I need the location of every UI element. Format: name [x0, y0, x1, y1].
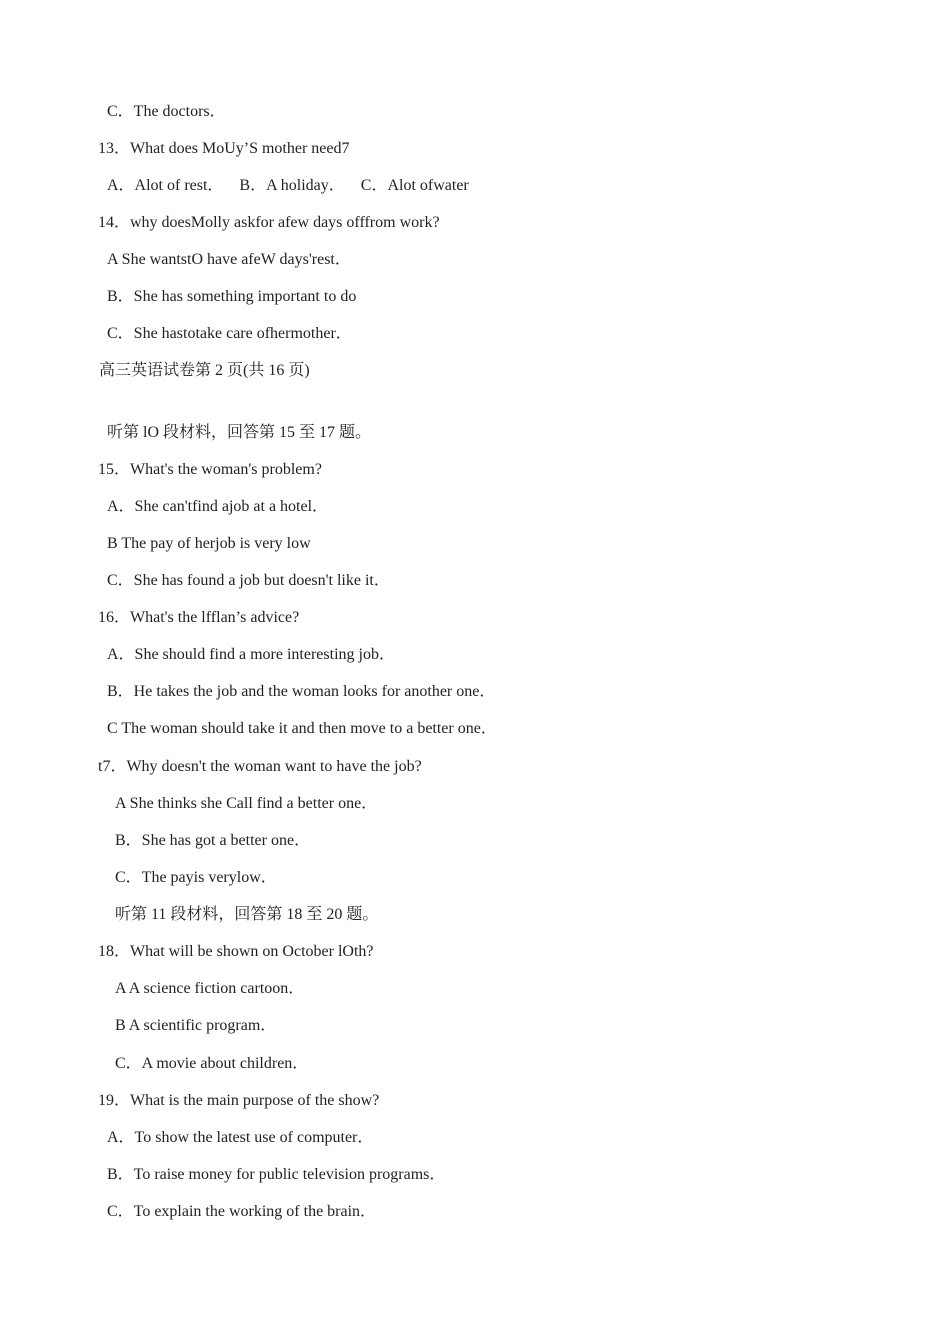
q17-option-a: A She thinks she Call find a better one． [115, 795, 378, 812]
q15-option-b: B The pay of herjob is very low [107, 535, 311, 552]
q15-option-c: C．She has found a job but doesn't like it． [107, 572, 390, 589]
q17-question: t7．Why doesn't the woman want to have the job? [98, 758, 422, 775]
q12-option-c: C．The doctors． [107, 103, 226, 120]
section-11-instruction: 听第 11 段材料，回答第 18 至 20 题。 [115, 906, 379, 923]
q15-option-a: A．She can'tfind ajob at a hotel． [107, 498, 329, 515]
q19-option-c: C．To explain the working of the brain． [107, 1203, 377, 1220]
q16-option-a: A．She should find a more interesting job． [107, 646, 395, 663]
q14-option-a: A She wantstO have afeW days'rest． [107, 251, 351, 268]
q19-question: 19．What is the main purpose of the show? [98, 1092, 380, 1109]
section-10-instruction: 听第 lO 段材料，回答第 15 至 17 题。 [107, 424, 372, 441]
q19-option-b: B．To raise money for public television programs． [107, 1166, 446, 1183]
q16-option-c: C The woman should take it and then move to a better one． [107, 720, 497, 737]
q16-question: 16．What's the lfflan’s advice? [98, 609, 300, 626]
q17-option-c: C．The payis verylow． [115, 869, 277, 886]
q15-question: 15．What's the woman's problem? [98, 461, 322, 478]
q14-option-b: B．She has something important to do [107, 288, 357, 305]
q19-option-a: A．To show the latest use of computer． [107, 1129, 374, 1146]
q17-option-b: B．She has got a better one． [115, 832, 311, 849]
q18-option-b: B A scientific program． [115, 1017, 277, 1034]
q18-option-c: C．A movie about children． [115, 1055, 309, 1072]
q18-option-a: A A science fiction cartoon． [115, 980, 305, 997]
q14-question: 14．why doesMolly askfor afew days offfrom work? [98, 214, 440, 231]
q13-question: 13．What does MoUy’S mother need7 [98, 140, 350, 157]
q13-options: A．Alot of rest． B．A holiday． C．Alot ofwater [107, 177, 469, 194]
q18-question: 18．What will be shown on October lOth? [98, 943, 374, 960]
q16-option-b: B．He takes the job and the woman looks for another one． [107, 683, 496, 700]
page-footer: 高三英语试卷第 2 页(共 16 页) [99, 362, 310, 379]
q14-option-c: C．She hastotake care ofhermother． [107, 325, 352, 342]
